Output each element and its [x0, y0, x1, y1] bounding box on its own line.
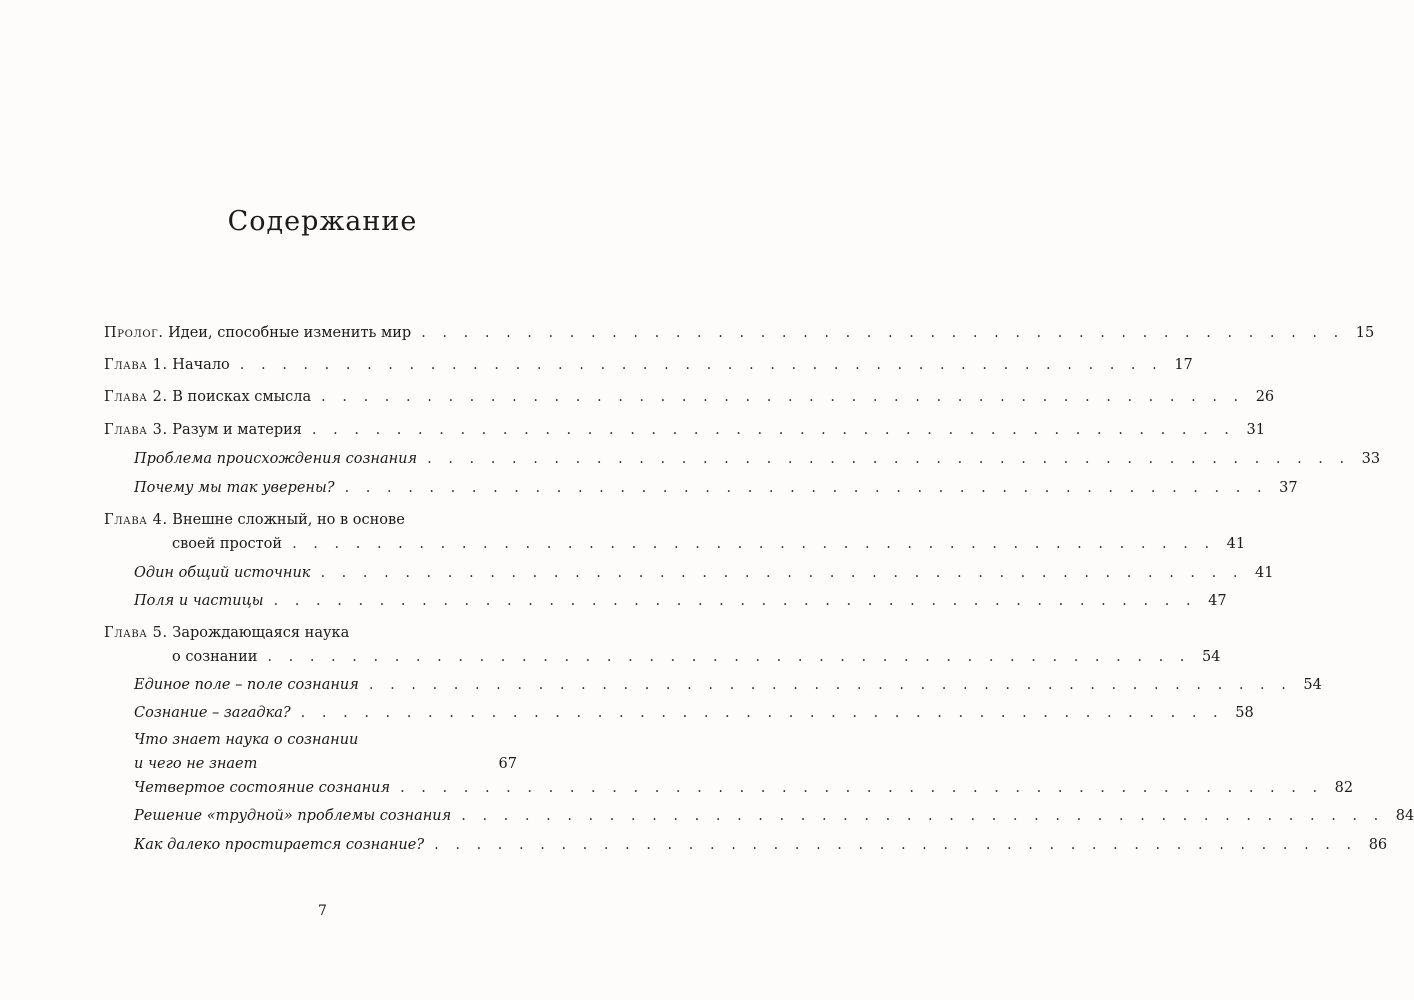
toc-subentry[interactable]	[134, 673, 1322, 699]
entry-title: Идеи, способные изменить мир	[168, 325, 412, 341]
entry-title-continued: и чего не знает	[134, 756, 258, 772]
toc-entry-chapter-5[interactable]	[104, 621, 1221, 677]
entry-title: Что знает наука о сознании	[134, 732, 359, 748]
page-ref: 86	[1368, 837, 1388, 853]
toc-entry-chapter-4[interactable]	[104, 508, 1246, 564]
chapter-prefix: Глава 2.	[104, 389, 168, 405]
dot-leader: . . . . . . . . . . . . . . . . . . . . . . . . . . . . . . . . . . . . . . . . . . . .	[273, 593, 1197, 609]
dot-leader: . . . . . . . . . . . . . . . . . . . . . . . . . . . . . . . . . . . . . . . . . . . .	[421, 325, 1345, 341]
page-ref: 26	[1255, 389, 1275, 405]
page-ref: 82	[1334, 780, 1354, 796]
toc-subentry[interactable]	[134, 728, 517, 780]
dot-leader: . . . . . . . . . . . . . . . . . . . . . . . . . . . . . . . . . . . . . . . . . . . .	[427, 451, 1351, 467]
page-ref: 47	[1208, 593, 1227, 609]
entry-title: Решение «трудной» проблемы сознания	[134, 808, 452, 824]
entry-title: Внешне сложный, но в основе	[172, 512, 405, 528]
toc-entry-prologue[interactable]	[104, 321, 1375, 347]
toc-subentry[interactable]	[134, 833, 1388, 859]
toc-subentry[interactable]	[134, 561, 1274, 587]
entry-title-continued: о сознании	[172, 649, 258, 665]
page-ref: 33	[1361, 451, 1381, 467]
dot-leader: . . . . . . . . . . . . . . . . . . . . . . . . . . . . . . . . . . . . . . . . . . . .	[321, 389, 1245, 405]
entry-title: Один общий источник	[134, 565, 311, 581]
dot-leader: . . . . . . . . . . . . . . . . . . . . . . . . . . . . . . . . . . . . . . . . . . . .	[239, 357, 1163, 373]
toc-subentry[interactable]	[134, 776, 1354, 802]
page-ref: 15	[1355, 325, 1375, 341]
chapter-prefix: Глава 4.	[104, 512, 168, 528]
entry-title: Четвертое состояние сознания	[134, 780, 391, 796]
page-ref: 37	[1279, 480, 1298, 496]
dot-leader: . . . . . . . . . . . . . . . . . . . . . . . . . . . . . . . . . . . . . . . . . . . .	[300, 705, 1224, 721]
entry-title: Как далеко простирается сознание?	[134, 837, 425, 853]
page-number: 7	[318, 903, 327, 919]
page-ref: 41	[1226, 536, 1246, 552]
chapter-prefix: Глава 3.	[104, 422, 168, 438]
entry-title: В поисках смысла	[172, 389, 312, 405]
entry-title: Начало	[172, 357, 230, 373]
entry-title: Разум и материя	[172, 422, 302, 438]
entry-title: Поля и частицы	[134, 593, 264, 609]
page-ref: 31	[1246, 422, 1265, 438]
toc-subentry[interactable]	[134, 447, 1381, 473]
chapter-prefix: Пролог.	[104, 325, 164, 341]
toc-subentry[interactable]	[134, 701, 1254, 727]
page-title: Содержание	[227, 206, 418, 237]
toc-entry-chapter-2[interactable]	[104, 385, 1275, 411]
page-ref: 84	[1395, 808, 1414, 824]
page-ref: 54	[1201, 649, 1221, 665]
dot-leader: . . . . . . . . . . . . . . . . . . . . . . . . . . . . . . . . . . . . . . . . . . . .	[461, 808, 1385, 824]
page-ref: 67	[498, 756, 517, 772]
dot-leader: . . . . . . . . . . . . . . . . . . . . . . . . . . . . . . . . . . . . . . . . . . . .	[311, 422, 1235, 438]
entry-title: Сознание – загадка?	[134, 705, 291, 721]
chapter-prefix: Глава 1.	[104, 357, 168, 373]
toc-subentry[interactable]	[134, 804, 1414, 830]
entry-title: Единое поле – поле сознания	[134, 677, 359, 693]
entry-title: Почему мы так уверены?	[134, 480, 335, 496]
toc-entry-chapter-3[interactable]	[104, 418, 1265, 444]
toc-subentry[interactable]	[134, 589, 1227, 615]
dot-leader: . . . . . . . . . . . . . . . . . . . . . . . . . . . . . . . . . . . . . . . . . . . .	[434, 837, 1358, 853]
entry-title-continued: своей простой	[172, 536, 283, 552]
dot-leader: . . . . . . . . . . . . . . . . . . . . . . . . . . . . . . . . . . . . . . . . . . . .	[368, 677, 1292, 693]
entry-title: Зарождающаяся наука	[172, 625, 350, 641]
toc-entry-chapter-1[interactable]	[104, 353, 1193, 379]
page-ref: 54	[1303, 677, 1322, 693]
page-ref: 17	[1174, 357, 1193, 373]
entry-title: Проблема происхождения сознания	[134, 451, 418, 467]
chapter-prefix: Глава 5.	[104, 625, 168, 641]
dot-leader: . . . . . . . . . . . . . . . . . . . . . . . . . . . . . . . . . . . . . . . . . . . .	[292, 536, 1216, 552]
page-ref: 58	[1235, 705, 1254, 721]
dot-leader: . . . . . . . . . . . . . . . . . . . . . . . . . . . . . . . . . . . . . . . . . . . .	[344, 480, 1268, 496]
toc-subentry[interactable]	[134, 476, 1298, 502]
dot-leader: . . . . . . . . . . . . . . . . . . . . . . . . . . . . . . . . . . . . . . . . . . . .	[400, 780, 1324, 796]
dot-leader: . . . . . . . . . . . . . . . . . . . . . . . . . . . . . . . . . . . . . . . . . . . .	[267, 649, 1191, 665]
page-ref: 41	[1255, 565, 1274, 581]
dot-leader: . . . . . . . . . . . . . . . . . . . . . . . . . . . . . . . . . . . . . . . . . . . .	[320, 565, 1244, 581]
